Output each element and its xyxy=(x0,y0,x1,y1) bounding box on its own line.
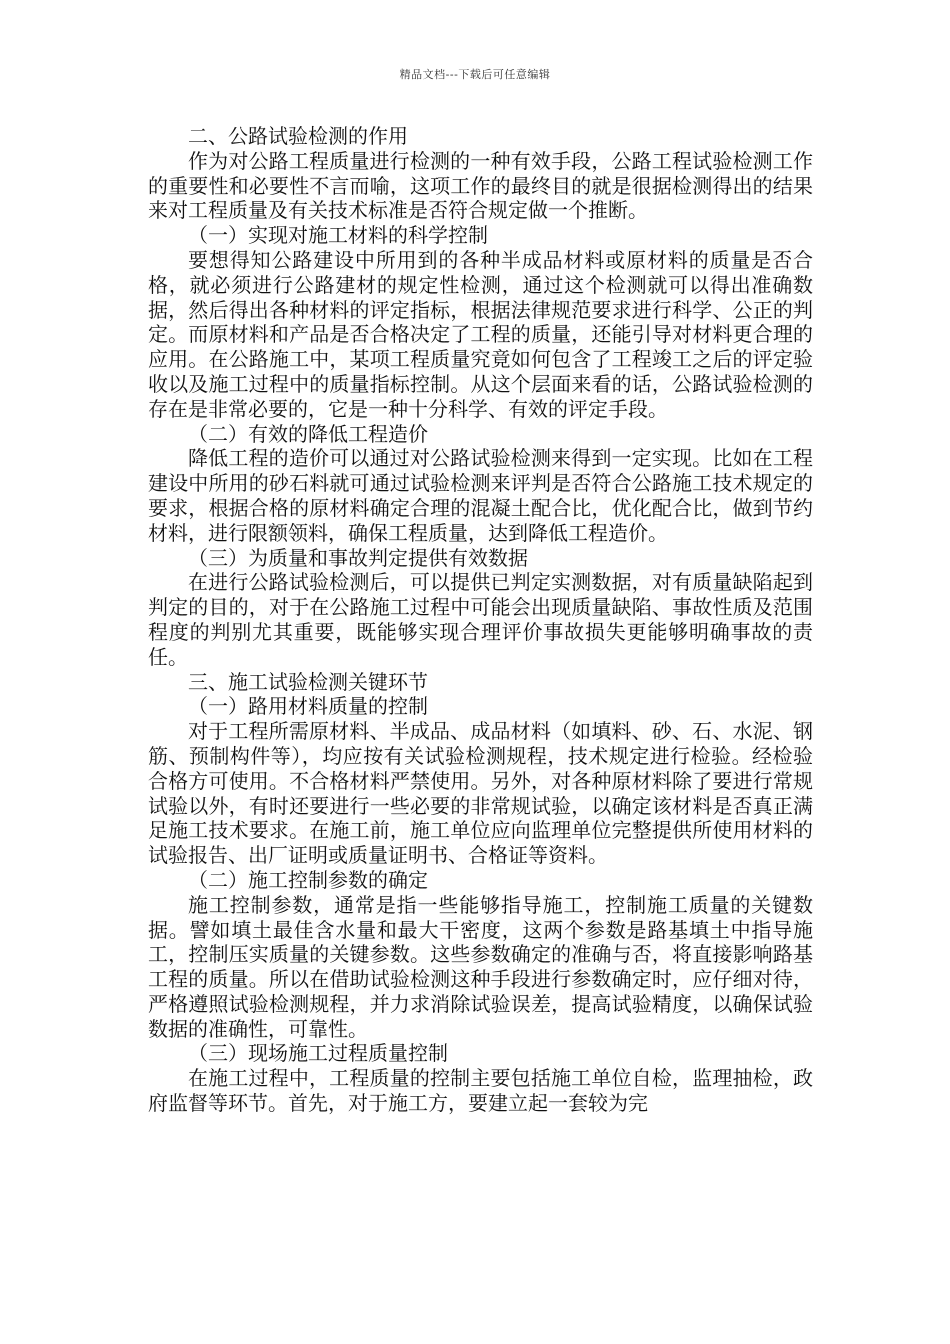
subsection-heading: （三）为质量和事故判定提供有效数据 xyxy=(188,545,528,570)
body-paragraph: 要想得知公路建设中所用到的各种半成品材料或原材料的质量是否合格，就必须进行公路建材的规定性检测，通过这个检测就可以得出准确数据，然后得出各种材料的评定指标，根据法律规范要求进行科学、公正的判定。而原材料和产品是否合格决定了工程的质量，还能引导对材料更合理的应用。在公路施工中，某项工程质量究竟如何包含了工程竣工之后的评定验收以及施工过程中的质量指标控制。从这个层面来看的话，公路试验检测的存在是非常必要的，它是一种十分科学、有效的评定手段。 xyxy=(148,247,813,421)
page-header: 精品文档---下载后可任意编辑 xyxy=(399,68,551,81)
subsection-heading: （三）现场施工过程质量控制 xyxy=(188,1041,448,1066)
body-paragraph: 作为对公路工程质量进行检测的一种有效手段，公路工程试验检测工作的重要性和必要性不言而喻，这项工作的最终目的就是很据检测得出的结果来对工程质量及有关技术标准是否符合规定做一个推断。 xyxy=(148,148,813,223)
subsection-heading: （二）施工控制参数的确定 xyxy=(188,867,428,892)
subsection-heading: （一）路用材料质量的控制 xyxy=(188,694,428,719)
body-paragraph: 在进行公路试验检测后，可以提供已判定实测数据，对有质量缺陷起到判定的目的，对于在公路施工过程中可能会出现质量缺陷、事故性质及范围程度的判别尤其重要，既能够实现合理评价事故损失更能够明确事故的责任。 xyxy=(148,570,813,669)
body-paragraph: 降低工程的造价可以通过对公路试验检测来得到一定实现。比如在工程建设中所用的砂石料就可通过试验检测来评判是否符合公路施工技术规定的要求，根据合格的原材料确定合理的混凝土配合比，优化配合比，做到节约材料，进行限额领料，确保工程质量，达到降低工程造价。 xyxy=(148,446,813,545)
subsection-heading: （一）实现对施工材料的科学控制 xyxy=(188,223,488,248)
body-paragraph: 对于工程所需原材料、半成品、成品材料（如填料、砂、石、水泥、钢筋、预制构件等），均应按有关试验检测规程，技术规定进行检验。经检验合格方可使用。不合格材料严禁使用。另外，对各种原材料除了要进行常规试验以外，有时还要进行一些必要的非常规试验，以确定该材料是否真正满足施工技术要求。在施工前，施工单位应向监理单位完整提供所使用材料的试验报告、出厂证明或质量证明书、合格证等资料。 xyxy=(148,719,813,868)
body-paragraph: 在施工过程中，工程质量的控制主要包括施工单位自检，监理抽检，政府监督等环节。首先，对于施工方，要建立起一套较为完 xyxy=(148,1066,813,1116)
section-heading: 二、公路试验检测的作用 xyxy=(188,124,408,148)
subsection-heading: （二）有效的降低工程造价 xyxy=(188,421,428,446)
section-heading: 三、施工试验检测关键环节 xyxy=(188,669,428,694)
document-body xyxy=(148,124,813,1116)
body-paragraph: 施工控制参数，通常是指一些能够指导施工，控制施工质量的关键数据。譬如填土最佳含水量和最大干密度，这两个参数是路基填土中指导施工，控制压实质量的关键参数。这些参数确定的准确与否，将直接影响路基工程的质量。所以在借助试验检测这种手段进行参数确定时，应仔细对待，严格遵照试验检测规程，并力求消除试验误差，提高试验精度，以确保试验数据的准确性，可靠性。 xyxy=(148,892,813,1041)
